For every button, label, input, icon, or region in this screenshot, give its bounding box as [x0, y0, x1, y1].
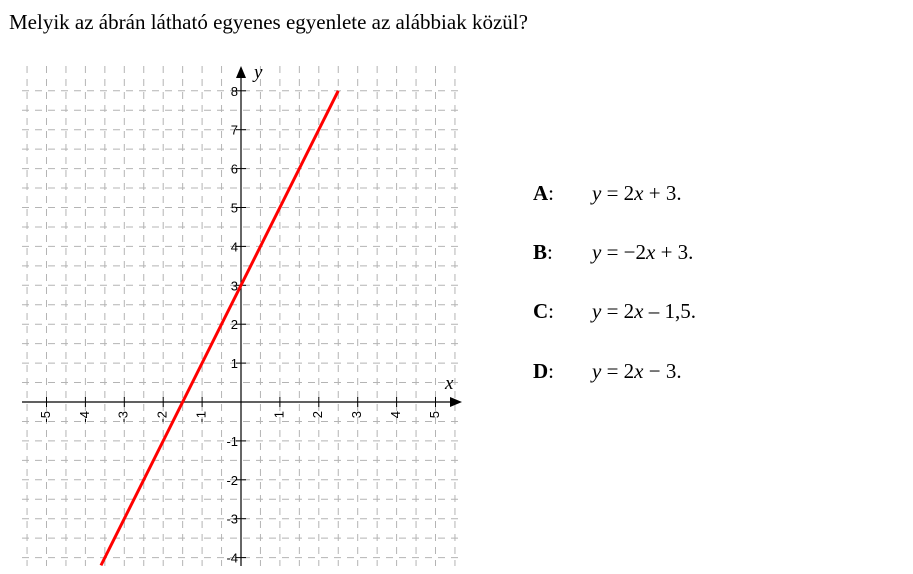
- y-tick-label: 1: [230, 356, 238, 372]
- answer-letter: A: [533, 181, 549, 205]
- y-axis-label: y: [254, 62, 263, 83]
- x-tick-label: 4: [388, 411, 404, 419]
- answer-option-d[interactable]: [533, 359, 833, 389]
- x-tick-label: -3: [115, 411, 131, 423]
- answer-option-a[interactable]: [533, 181, 833, 211]
- y-tick-label: 7: [230, 122, 238, 138]
- x-tick-label: -4: [76, 411, 92, 423]
- grid: [22, 66, 462, 566]
- answer-option-b[interactable]: [533, 240, 833, 270]
- y-axis-arrow-icon: [236, 66, 246, 78]
- x-tick-label: 5: [426, 411, 442, 419]
- series: [101, 91, 338, 566]
- y-tick-label: 2: [230, 317, 238, 333]
- x-axis-label: x: [445, 373, 454, 394]
- y-tick-label: 8: [230, 83, 238, 99]
- answer-colon: :: [548, 181, 555, 205]
- series-line: [101, 91, 338, 566]
- x-tick-label: -1: [193, 411, 209, 423]
- answer-equation: y = 2x + 3.: [592, 181, 682, 205]
- answer-equation: y = 2x − 3.: [592, 359, 682, 383]
- answer-equation: y = 2x – 1,5.: [592, 299, 696, 323]
- ticks: [38, 84, 442, 566]
- answer-colon: :: [547, 240, 553, 264]
- answer-colon: :: [548, 299, 555, 323]
- axes: [22, 62, 462, 566]
- question-text: Melyik az ábrán látható egyenes egyenlete az alábbiak közül?: [9, 10, 528, 34]
- answer-letter: D: [533, 359, 549, 383]
- y-tick-label: -2: [226, 472, 238, 488]
- y-tick-label: 4: [230, 239, 238, 255]
- answer-letter: B: [533, 240, 548, 264]
- x-tick-label: 3: [349, 411, 365, 419]
- y-tick-label: -1: [226, 433, 238, 449]
- y-tick-label: -3: [226, 511, 238, 527]
- answer-option-c[interactable]: [533, 299, 833, 329]
- answer-colon: :: [548, 359, 555, 383]
- x-tick-label: -5: [37, 411, 53, 423]
- x-tick-label: 1: [271, 411, 287, 419]
- answer-letter: C: [533, 299, 549, 323]
- x-axis-arrow-icon: [450, 397, 462, 407]
- answer-equation: y = −2x + 3.: [592, 240, 694, 264]
- y-tick-label: 5: [230, 200, 238, 216]
- x-tick-label: -2: [154, 411, 170, 423]
- y-tick-label: 6: [230, 161, 238, 177]
- x-tick-label: 2: [310, 411, 326, 419]
- y-tick-label: 3: [230, 278, 238, 294]
- y-tick-label: -4: [226, 550, 238, 566]
